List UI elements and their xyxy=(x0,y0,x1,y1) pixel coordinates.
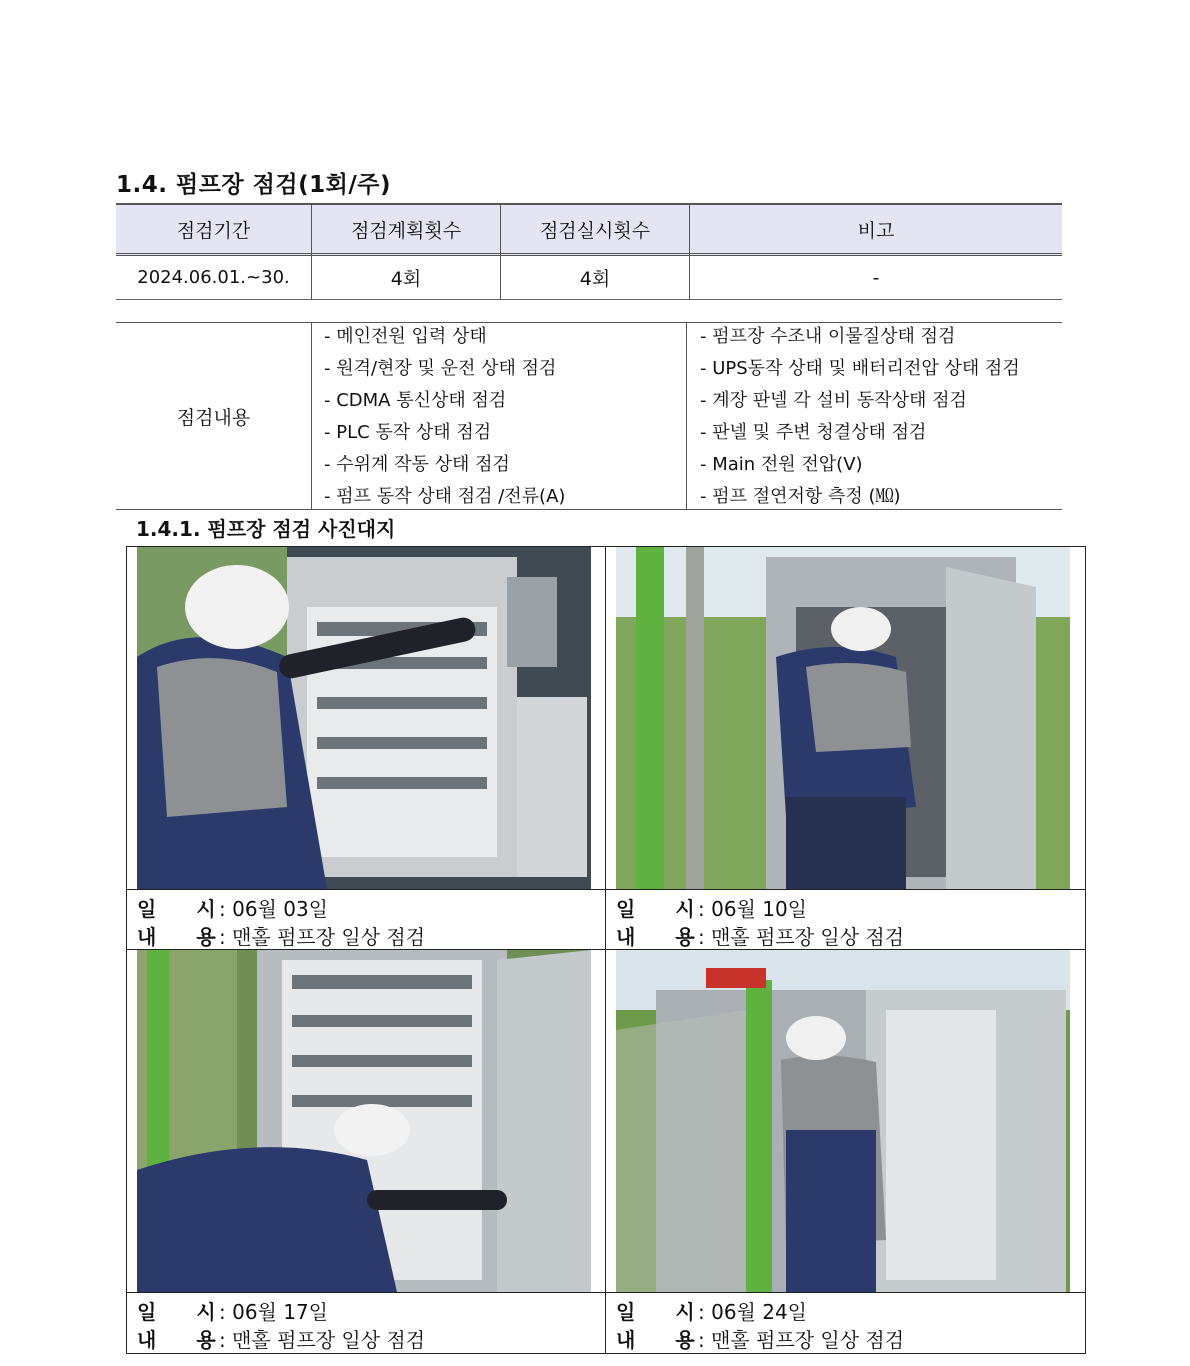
photo-2-content-caption: 내 용 : 맨홀 펌프장 일상 점검 xyxy=(616,925,905,949)
contents-list-right xyxy=(700,323,1020,515)
list-item: - CDMA 통신상태 점검 xyxy=(324,390,507,411)
summary-table xyxy=(116,203,1062,300)
photo-1-content-caption: 내 용 : 맨홀 펌프장 일상 점검 xyxy=(137,925,426,949)
cell-planned-count: 4회 xyxy=(390,268,422,290)
photo-2-date-caption: 일 시 : 06월 10일 xyxy=(616,897,807,921)
header-planned-count: 점검계획횟수 xyxy=(350,219,462,242)
photo-1-date-caption: 일 시 : 06월 03일 xyxy=(137,897,328,921)
contents-list-left xyxy=(324,323,565,515)
photo-4-date-caption: 일 시 : 06월 24일 xyxy=(616,1300,807,1324)
list-item: - 펌프장 수조내 이물질상태 점검 xyxy=(700,326,956,347)
list-item: - 펌프 절연저항 측정 (㏁) xyxy=(700,486,901,507)
cell-inspection-period: 2024.06.01.~30. xyxy=(137,267,290,288)
section-title: 1.4. 펌프장 점검(1회/주) xyxy=(116,172,391,198)
header-remarks: 비고 xyxy=(857,219,895,242)
photo-3-date-caption: 일 시 : 06월 17일 xyxy=(137,1300,328,1324)
header-inspection-period: 점검기간 xyxy=(176,219,251,242)
inspection-photo-1 xyxy=(137,547,591,889)
list-item: - PLC 동작 상태 점검 xyxy=(324,422,492,443)
photo-3-content-caption: 내 용 : 맨홀 펌프장 일상 점검 xyxy=(137,1328,426,1352)
photo-4-content-caption: 내 용 : 맨홀 펌프장 일상 점검 xyxy=(616,1328,905,1352)
inspection-photo-3 xyxy=(137,950,591,1292)
header-performed-count: 점검실시횟수 xyxy=(539,219,651,242)
contents-label: 점검내용 xyxy=(176,406,251,429)
photo-grid xyxy=(126,546,1086,1354)
cell-remarks: - xyxy=(872,266,880,289)
list-item: - 원격/현장 및 운전 상태 점검 xyxy=(324,358,557,379)
list-item: - 판넬 및 주변 청결상태 점검 xyxy=(700,422,927,443)
cell-performed-count: 4회 xyxy=(579,268,611,290)
list-item: - 수위계 작동 상태 점검 xyxy=(324,454,510,475)
list-item: - Main 전원 전압(V) xyxy=(700,454,863,475)
list-item: - 메인전원 입력 상태 xyxy=(324,326,487,347)
list-item: - UPS동작 상태 및 배터리전압 상태 점검 xyxy=(700,358,1020,379)
inspection-contents-table xyxy=(116,322,1062,510)
list-item: - 펌프 동작 상태 점검 /전류(A) xyxy=(324,486,566,507)
list-item: - 계장 판넬 각 설비 동작상태 점검 xyxy=(700,390,967,411)
photo-section-title: 1.4.1. 펌프장 점검 사진대지 xyxy=(136,517,396,541)
inspection-photo-4 xyxy=(616,950,1070,1292)
inspection-photo-2 xyxy=(616,547,1070,889)
